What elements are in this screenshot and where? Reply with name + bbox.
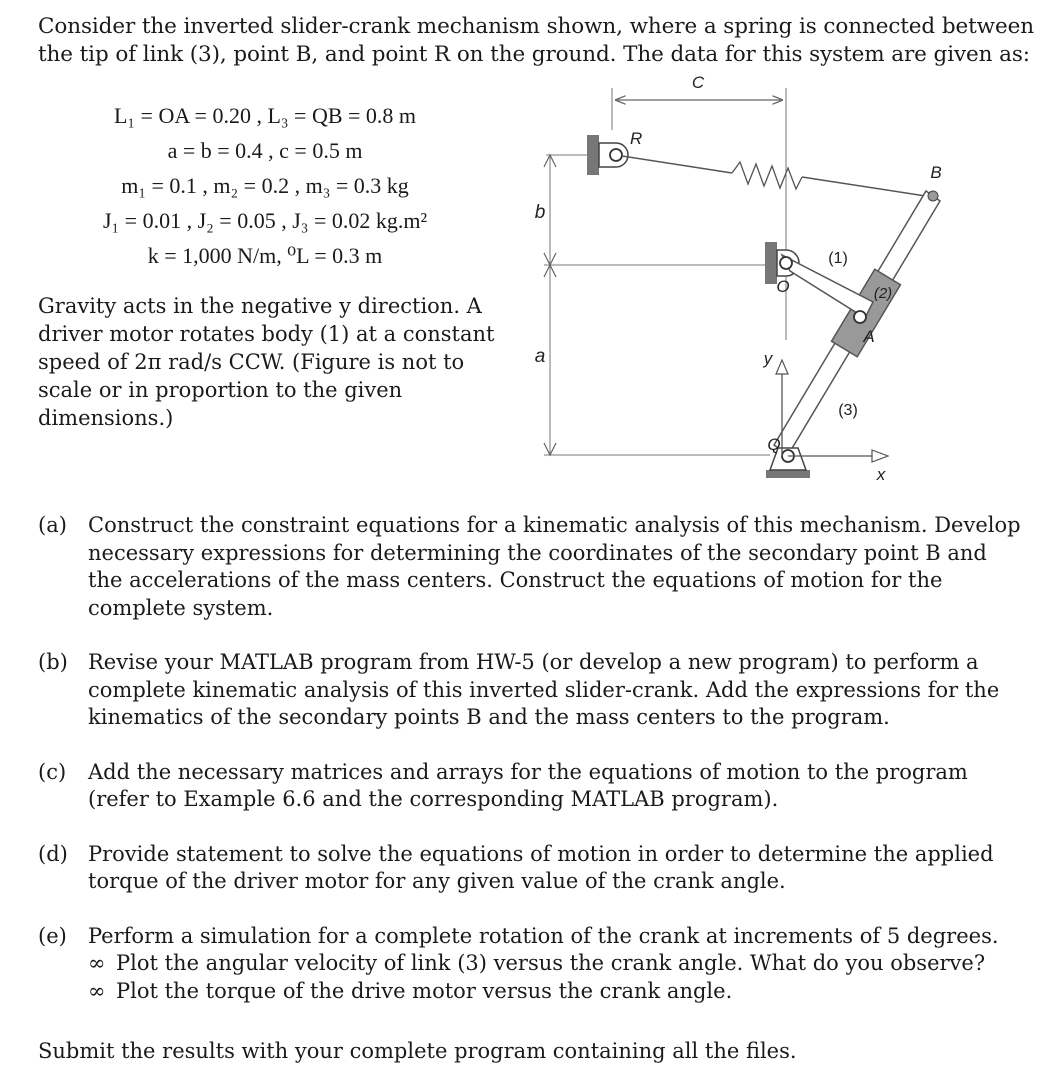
- part-e-line-1: Perform a simulation for a complete rotation of the crank at increments of 5 degrees.: [88, 923, 999, 948]
- gravity-line-5: dimensions.): [38, 406, 174, 430]
- part-a-line-4: complete system.: [88, 595, 274, 620]
- part-d: [38, 841, 998, 896]
- label-a-dim: a: [534, 346, 546, 367]
- part-e-bullet-2: [88, 978, 998, 1006]
- label-b-point: B: [930, 163, 942, 182]
- label-link-2: (2): [873, 285, 893, 302]
- given-data: [60, 98, 470, 273]
- intro-line-2: the tip of link (3), point B, and point R on the ground. The data for this system are given as:: [38, 42, 1030, 67]
- spring-lead-b: [802, 177, 932, 197]
- ground-r-block: [587, 135, 599, 175]
- part-b-text: [88, 649, 998, 732]
- given-lengths: L₁ = OA = 0.20 , L₃ = QB = 0.8 m: [113, 103, 417, 128]
- part-e-bullet-2-text: Plot the torque of the drive motor versus the crank angle.: [116, 978, 733, 1003]
- infinity-bullet-icon: ∞: [88, 951, 106, 975]
- given-offsets: a = b = 0.4 , c = 0.5 m: [167, 138, 363, 163]
- part-b-line-3: kinematics of the secondary points B and the mass centers to the program.: [88, 705, 890, 729]
- part-c-text: [88, 759, 998, 814]
- pin-a: [854, 311, 866, 323]
- part-a-text: [88, 512, 1021, 622]
- part-c-label: (c): [38, 759, 67, 784]
- gravity-line-4: scale or in proportion to the given: [38, 378, 403, 402]
- part-e-bullet-1-text: Plot the angular velocity of link (3) versus the crank angle. What do you observe?: [116, 951, 986, 975]
- part-b-line-1: Revise your MATLAB program from HW-5 (or develop a new program) to perform a: [88, 650, 979, 674]
- label-q: Q: [767, 435, 781, 454]
- gravity-line-1: Gravity acts in the negative y direction. A: [38, 294, 482, 318]
- submit-instructions: Submit the results with your complete program containing all the files.: [38, 1039, 797, 1063]
- intro-line-1: Consider the inverted slider-crank mechanism shown, where a spring is connected between: [38, 14, 1034, 39]
- label-c: C: [691, 73, 705, 92]
- part-a-line-2: necessary expressions for determining the coordinates of the secondary point B and: [88, 540, 987, 565]
- given-masses: m₁ = 0.1 , m₂ = 0.2 , m₃ = 0.3 kg: [121, 173, 409, 198]
- spring-coil: [732, 162, 802, 189]
- label-r: R: [630, 129, 643, 148]
- part-d-label: (d): [38, 841, 68, 866]
- part-a-label: (a): [38, 513, 67, 537]
- label-o: O: [776, 277, 790, 296]
- mechanism-figure: [520, 70, 990, 490]
- part-b: [38, 649, 998, 732]
- part-e-bullet-1: [88, 950, 998, 978]
- part-d-line-1: Provide statement to solve the equations of motion in order to determine the applied: [88, 841, 994, 866]
- given-inertias: J₁ = 0.01 , J₂ = 0.05 , J₃ = 0.02 kg.m²: [102, 208, 428, 233]
- label-b-dim: b: [534, 202, 546, 223]
- problem-intro: [38, 13, 1034, 69]
- gravity-line-2: driver motor rotates body (1) at a constant: [38, 322, 495, 346]
- label-link-3: (3): [838, 402, 858, 419]
- part-a-line-3: the accelerations of the mass centers. Construct the equations of motion for the: [88, 568, 943, 592]
- label-link-1: (1): [828, 250, 848, 267]
- part-d-text: [88, 841, 998, 896]
- part-b-label: (b): [38, 650, 68, 674]
- spring-lead-r: [622, 156, 732, 173]
- part-e-label: (e): [38, 923, 67, 948]
- given-spring: k = 1,000 N/m, ⁰L = 0.3 m: [147, 243, 383, 268]
- label-y: y: [763, 349, 773, 368]
- part-c-line-1: Add the necessary matrices and arrays for the equations of motion to the program: [88, 759, 968, 784]
- part-d-line-2: torque of the driver motor for any given value of the crank angle.: [88, 869, 786, 893]
- problem-parts: [38, 512, 1021, 1032]
- part-c: [38, 759, 998, 814]
- gravity-note: [38, 292, 495, 432]
- point-b: [928, 191, 938, 201]
- ground-q-base: [766, 470, 810, 478]
- part-a: [38, 512, 1021, 622]
- infinity-bullet-icon: ∞: [88, 978, 106, 1003]
- ground-o-block: [765, 242, 777, 284]
- pin-o: [780, 257, 792, 269]
- gravity-line-3: speed of 2π rad/s CCW. (Figure is not to: [38, 350, 465, 374]
- part-e-text: [88, 923, 998, 1006]
- part-b-line-2: complete kinematic analysis of this inverted slider-crank. Add the expressions for the: [88, 677, 1000, 702]
- part-a-line-1: Construct the constraint equations for a kinematic analysis of this mechanism. Develop: [88, 513, 1021, 537]
- label-a-point: A: [863, 327, 875, 346]
- part-e: [38, 923, 998, 1006]
- label-x: x: [876, 465, 886, 484]
- axis-y-arrow: [776, 360, 788, 374]
- part-c-line-2: (refer to Example 6.6 and the corresponding MATLAB program).: [88, 787, 779, 811]
- pin-r: [610, 149, 622, 161]
- axis-x-arrow: [872, 450, 888, 462]
